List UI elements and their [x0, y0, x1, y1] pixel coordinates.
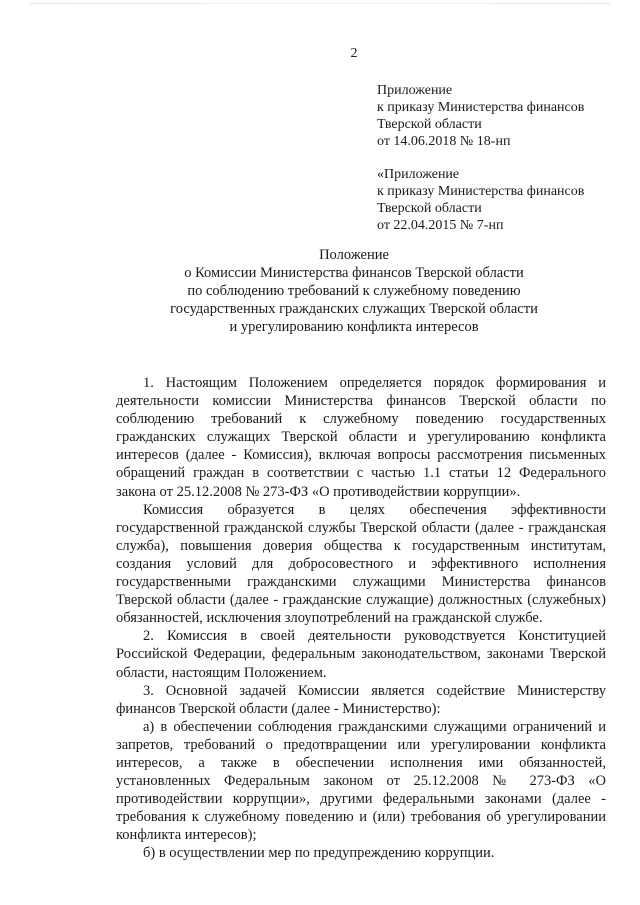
document-body	[116, 374, 606, 863]
paragraph-2: 2. Комиссия в своей деятельности руководствуется Конституцией Российской Федерации, федеральным законодательством, законами Тверской области, настоящим Положением.	[116, 628, 606, 681]
scan-edge	[30, 3, 610, 4]
stamp-line: Тверской области	[377, 117, 482, 132]
paragraph-commission-purpose: Комиссия образуется в целях обеспечения эффективности государственной гражданской службы Тверской области (далее - гражданская служба), повышения доверия общества к государственным институтам, создания условий для добросовестного и эффективного исполнения государственными гражданскими служащими Министерства финансов Тверской области (далее - гражданские служащие) должностных (служебных) обязанностей, исключения злоупотреблений на гражданской службе.	[116, 501, 606, 627]
stamp-line: Тверской области	[377, 201, 482, 216]
stamp-line: к приказу Министерства финансов	[377, 100, 585, 115]
title-line: и урегулированию конфликта интересов	[229, 319, 479, 335]
paragraph-1: 1. Настоящим Положением определяется порядок формирования и деятельности комиссии Министерства финансов Тверской области по соблюдению требований к служебному поведению государственных гражданских служащих Тверской области и урегулированию конфликта интересов (далее - Комиссия), включая вопросы рассмотрения письменных обращений граждан в соответствии с частью 1.1 статьи 12 Федерального закона от 25.12.2008 № 273-ФЗ «О противодействии коррупции».	[116, 375, 606, 500]
paragraph-3: 3. Основной задачей Комиссии является содействие Министерству финансов Тверской области (далее - Министерство):	[116, 682, 606, 717]
title-line: о Комиссии Министерства финансов Тверской области	[184, 265, 524, 281]
title-line: государственных гражданских служащих Тверской области	[170, 301, 538, 317]
stamp-line: от 14.06.2018 № 18-нп	[377, 134, 511, 149]
paragraph-3a: а) в обеспечении соблюдения гражданскими служащими ограничений и запретов, требований о предотвращении или урегулировании конфликта интересов, а также в обеспечении исполнения ими обязанностей, установленных Федеральным законом от 25.12.2008 № 273-ФЗ «О противодействии коррупции», другими федеральными законами (далее - требования к служебному поведению и (или) требования об урегулировании конфликта интересов);	[116, 718, 606, 844]
stamp-line: «Приложение	[377, 167, 460, 182]
stamp-line: от 22.04.2015 № 7-нп	[377, 218, 504, 233]
page-number: 2	[350, 46, 358, 61]
document-title	[0, 246, 640, 336]
attachment-stamp-previous	[377, 166, 584, 234]
stamp-line: к приказу Министерства финансов	[377, 184, 585, 199]
paragraph-3b: б) в осуществлении мер по предупреждению коррупции.	[143, 845, 495, 862]
title-line: по соблюдению требований к служебному поведению	[187, 283, 521, 299]
attachment-stamp-current	[377, 82, 584, 150]
stamp-line: Приложение	[377, 83, 453, 98]
title-line: Положение	[319, 247, 389, 263]
